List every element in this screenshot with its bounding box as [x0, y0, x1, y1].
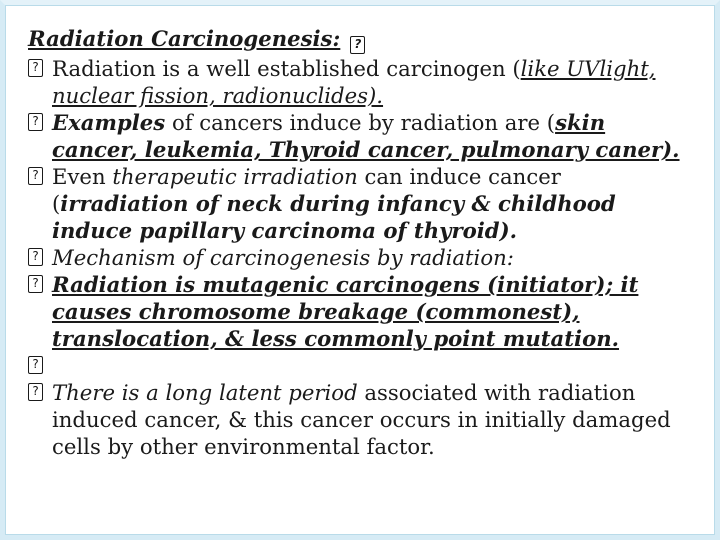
missing-glyph-icon: ?	[28, 248, 43, 266]
bullet-line: There is a long latent period associated with radiation	[52, 380, 636, 405]
bullet-line: induce papillary carcinoma of thyroid).	[52, 218, 517, 243]
bullet-radiation-carcinogen	[28, 55, 708, 109]
missing-glyph-icon: ?	[350, 36, 365, 54]
bullet-line: Even therapeutic irradiation can induce cancer	[52, 164, 561, 189]
bullet-mechanism	[28, 244, 708, 271]
slide-title	[28, 25, 708, 54]
missing-glyph-icon: ?	[28, 59, 43, 77]
bullet-empty	[28, 352, 708, 379]
bullet-line: Radiation is a well established carcinogen (like UVlight,	[52, 56, 656, 81]
bullet-line: cancer, leukemia, Thyroid cancer, pulmonary caner).	[52, 137, 680, 162]
bullet-line: induced cancer, & this cancer occurs in initially damaged	[52, 407, 671, 432]
bullet-line: translocation, & less commonly point mutation.	[52, 326, 620, 351]
title-text: Radiation Carcinogenesis:	[28, 26, 341, 51]
missing-glyph-icon: ?	[28, 383, 43, 401]
bullet-line: Mechanism of carcinogenesis by radiation:	[52, 245, 514, 270]
slide-content	[28, 25, 708, 460]
bullet-line: cells by other environmental factor.	[52, 434, 435, 459]
bullet-therapeutic-irradiation	[28, 163, 708, 244]
bullet-line: nuclear fission, radionuclides).	[52, 83, 384, 108]
bullet-line: (irradiation of neck during infancy & childhood	[52, 191, 616, 216]
bullet-line: Radiation is mutagenic carcinogens (initiator); it	[52, 272, 639, 297]
bullet-examples	[28, 109, 708, 163]
missing-glyph-icon: ?	[28, 167, 43, 185]
missing-glyph-icon: ?	[28, 275, 43, 293]
bullet-latent-period	[28, 379, 708, 460]
bullet-line: Examples of cancers induce by radiation are (skin	[52, 110, 606, 135]
missing-glyph-icon: ?	[28, 113, 43, 131]
bullet-line: causes chromosome breakage (commonest),	[52, 299, 580, 324]
bullet-mutagenic	[28, 271, 708, 352]
missing-glyph-icon: ?	[28, 356, 43, 374]
